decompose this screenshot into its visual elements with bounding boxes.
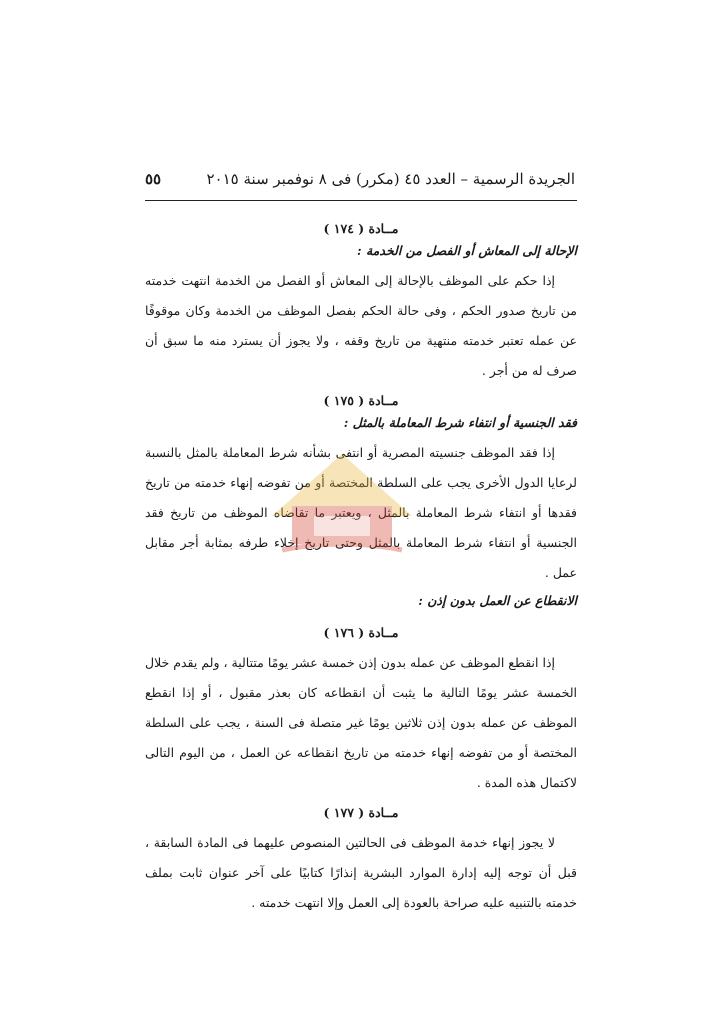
article-174-text: إذا حكم على الموظف بالإحالة إلى المعاش أو الفصل من الخدمة انتهت خدمته من تاريخ صدور الحكم ، وفى حالة الحكم بفصل الموظف من الخدمة وكان موقوفًا عن عمله تعتبر خدمته منتهية من تاريخ وقفه ، ولا يجوز أن يسترد منه ما سبق أن صرف له من أجر . bbox=[145, 273, 577, 378]
article-176-heading: الانقطاع عن العمل بدون إذن : bbox=[418, 593, 577, 608]
article-174-heading: الإحالة إلى المعاش أو الفصل من الخدمة : bbox=[357, 243, 577, 258]
article-177-title: مــادة ( ١٧٧ ) bbox=[323, 805, 399, 820]
page-header bbox=[145, 170, 575, 188]
article-175-text: إذا فقد الموظف جنسيته المصرية أو انتفى بشأنه شرط المعاملة بالمثل بالنسبة لرعايا الدول الأخرى يجب على السلطة المختصة أو من تفوضه إنهاء خدمته من تاريخ فقدها أو انتفاء شرط المعاملة بالمثل ، ويعتبر ما تقاضاه الموظف من تاريخ فقد الجنسية أو انتفاء شرط المعاملة بالمثل وحتى تاريخ إخلاء طرفه بمثابة أجر مقابل عمل . bbox=[145, 445, 577, 580]
article-176-text: إذا انقطع الموظف عن عمله بدون إذن خمسة عشر يومًا متتالية ، ولم يقدم خلال الخمسة عشر يومًا التالية ما يثبت أن انقطاعه كان بعذر مقبول ، أو إذا انقطع الموظف عن عمله بدون إذن ثلاثين يومًا غير متصلة فى السنة ، يجب على السلطة المختصة أو من تفوضه إنهاء خدمته من تاريخ انقطاعه عن العمل ، من اليوم التالى لاكتمال هذه المدة . bbox=[145, 655, 577, 790]
article-176-title: مــادة ( ١٧٦ ) bbox=[323, 625, 399, 640]
page-number: ٥٥ bbox=[145, 170, 162, 188]
article-174-title: مــادة ( ١٧٤ ) bbox=[323, 221, 399, 236]
header-divider bbox=[145, 200, 577, 201]
article-175-heading: فقد الجنسية أو انتفاء شرط المعاملة بالمثل : bbox=[343, 415, 577, 430]
document-body bbox=[145, 214, 577, 920]
gazette-header-title: الجريدة الرسمية – العدد ٤٥ (مكرر) فى ٨ نوفمبر سنة ٢٠١٥ bbox=[206, 170, 575, 188]
article-177-text: لا يجوز إنهاء خدمة الموظف فى الحالتين المنصوص عليهما فى المادة السابقة ، قبل أن توجه إليه إدارة الموارد البشرية إنذارًا كتابيًا على آخر عنوان ثابت بملف خدمته بالتنبيه عليه صراحة بالعودة إلى العمل وإلا انتهت خدمته . bbox=[145, 835, 577, 910]
article-175-title: مــادة ( ١٧٥ ) bbox=[323, 393, 399, 408]
